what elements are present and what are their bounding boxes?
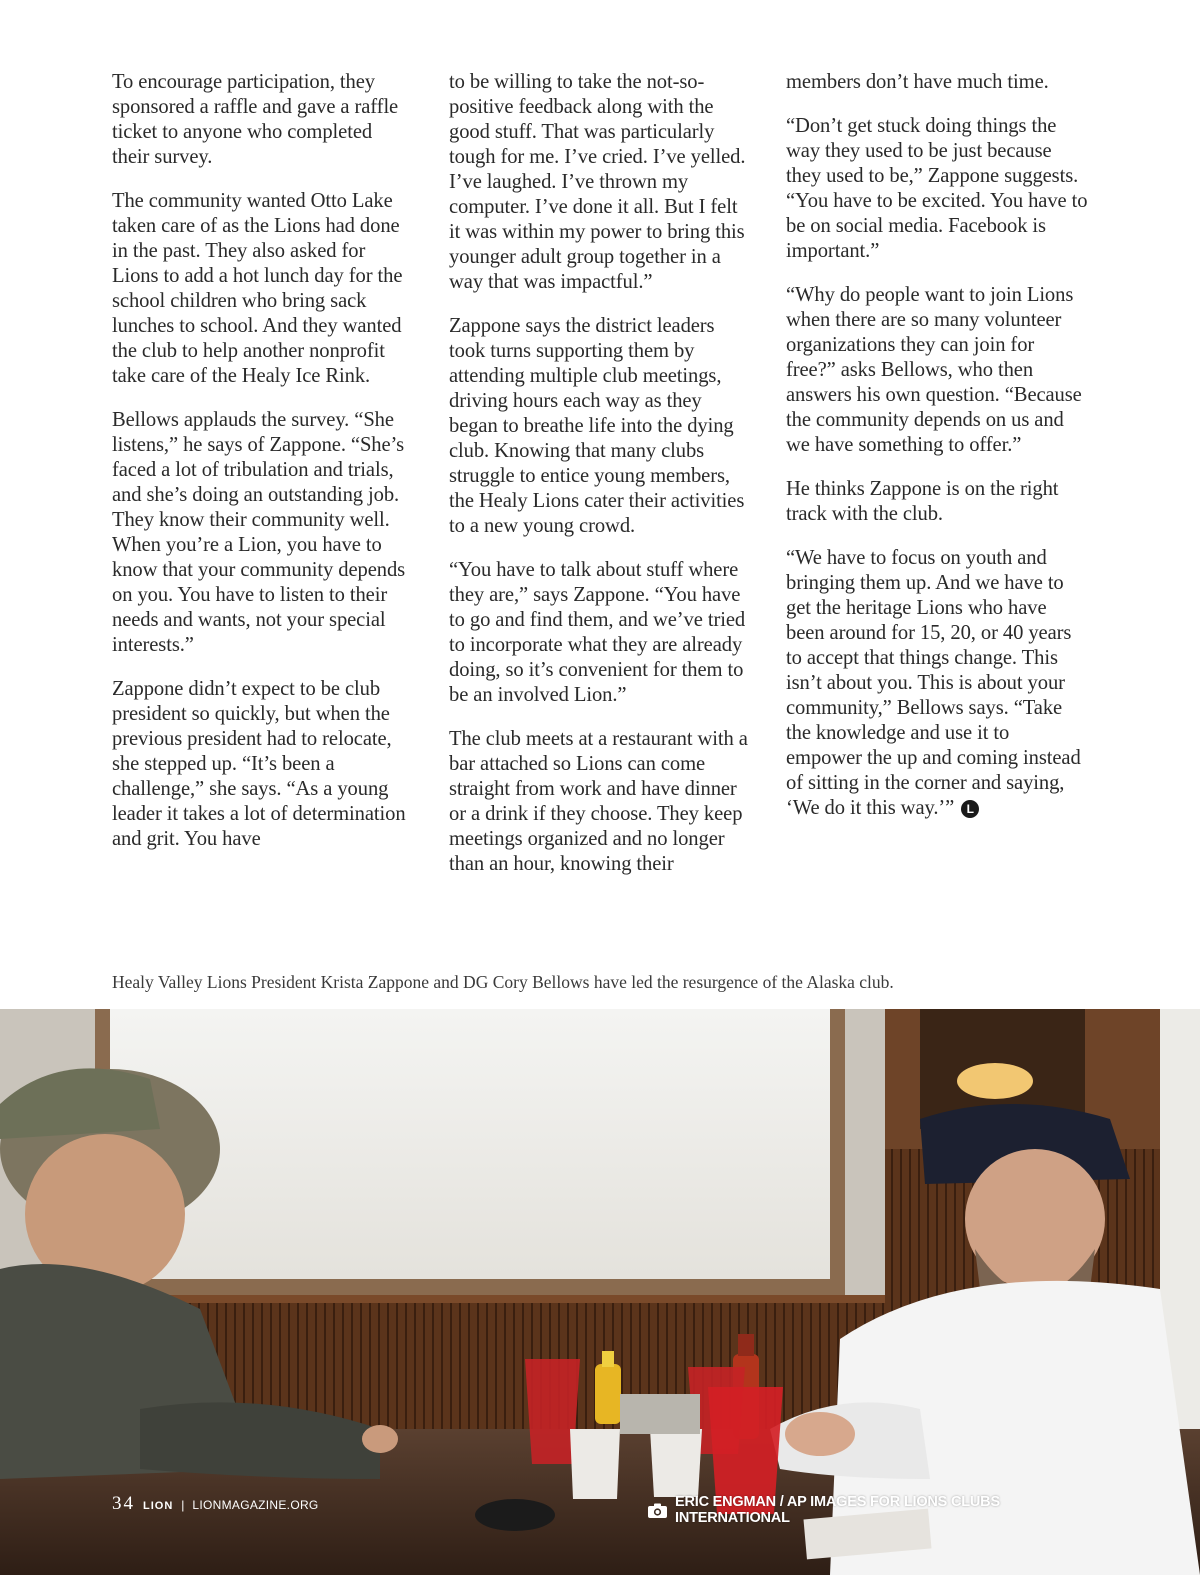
paragraph: “You have to talk about stuff where they are,” says Zappone. “You have to go and find them, and we’ve tried to incorporate what they are already doing, so it’s convenient for them to be an involved Lion.” <box>449 559 746 706</box>
column-1 <box>112 70 414 871</box>
paragraph-final <box>786 546 1088 821</box>
page-footer <box>112 1493 319 1515</box>
photo-caption: Healy Valley Lions President Krista Zappone and DG Cory Bellows have led the resurgence of the Alaska club. <box>112 972 894 992</box>
article-body <box>112 70 1092 890</box>
camera-icon <box>648 1503 667 1518</box>
column-2 <box>449 70 751 896</box>
paragraph: He thinks Zappone is on the right track with the club. <box>786 478 1059 525</box>
paragraph: members don’t have much time. <box>786 71 1049 93</box>
photo-credit <box>648 1494 1088 1526</box>
paragraph: “Why do people want to join Lions when there are so many volunteer organizations they can join for free?” asks Bellows, who then answers his own question. “Because the community depends on us and we have something to offer.” <box>786 284 1082 456</box>
paragraph: Zappone says the district leaders took turns supporting them by attending multiple club meetings, driving hours each way as they began to breathe life into the dying club. Knowing that many clubs struggle to entice young members, the Healy Lions cater their activities to a new young crowd. <box>449 315 745 537</box>
lion-end-mark-icon: L <box>961 800 979 818</box>
paragraph: Bellows applauds the survey. “She listens,” he says of Zappone. “She’s faced a lot of tribulation and trials, and she’s doing an outstanding job. They know their community well. When you’re a Lion, you have to know that your community depends on you. You have to listen to their needs and wants, not your special interests.” <box>112 409 406 656</box>
paragraph-text: “We have to focus on youth and bringing them up. And we have to get the heritage Lions who have been around for 15, 20, or 40 years to accept that things change. This isn’t about you. This is about your community,” Bellows says. “Take the knowledge and use it to empower the up and coming instead of sitting in the corner and saying, ‘We do it this way.’” <box>786 547 1081 819</box>
paragraph: “Don’t get stuck doing things the way they used to be just because they used to be,” Zappone suggests. “You have to be excited. You have to be on social media. Facebook is important.” <box>786 115 1088 262</box>
paragraph: The club meets at a restaurant with a bar attached so Lions can come straight from work and have dinner or a drink if they choose. They keep meetings organized and no longer than an hour, knowing their <box>449 728 748 875</box>
restaurant-photo <box>0 1009 1200 1575</box>
column-3 <box>786 70 1088 840</box>
photo-credit-text: ERIC ENGMAN / AP IMAGES FOR LIONS CLUBS INTERNATIONAL <box>675 1494 1000 1526</box>
paragraph: The community wanted Otto Lake taken care of as the Lions had done in the past. They also asked for Lions to add a hot lunch day for the school children who bring sack lunches to school. And they wanted the club to help another nonprofit take care of the Healy Ice Rink. <box>112 190 403 387</box>
page-number: 34 <box>112 1493 135 1514</box>
magazine-name: LION <box>143 1500 174 1512</box>
paragraph: to be willing to take the not-so-positive feedback along with the good stuff. That was particularly tough for me. I’ve cried. I’ve yelled. I’ve laughed. I’ve thrown my computer. I’ve done it all. But I felt it was within my power to bring this younger adult group together in a way that was impactful.” <box>449 71 746 293</box>
paragraph: To encourage participation, they sponsored a raffle and gave a raffle ticket to anyone who completed their survey. <box>112 71 399 168</box>
paragraph: Zappone didn’t expect to be club president so quickly, but when the previous president had to relocate, she stepped up. “It’s been a challenge,” she says. “As a young leader it takes a lot of determination and grit. You have <box>112 678 406 850</box>
magazine-website: LIONMAGAZINE.ORG <box>192 1498 319 1512</box>
footer-separator: | <box>181 1498 185 1512</box>
